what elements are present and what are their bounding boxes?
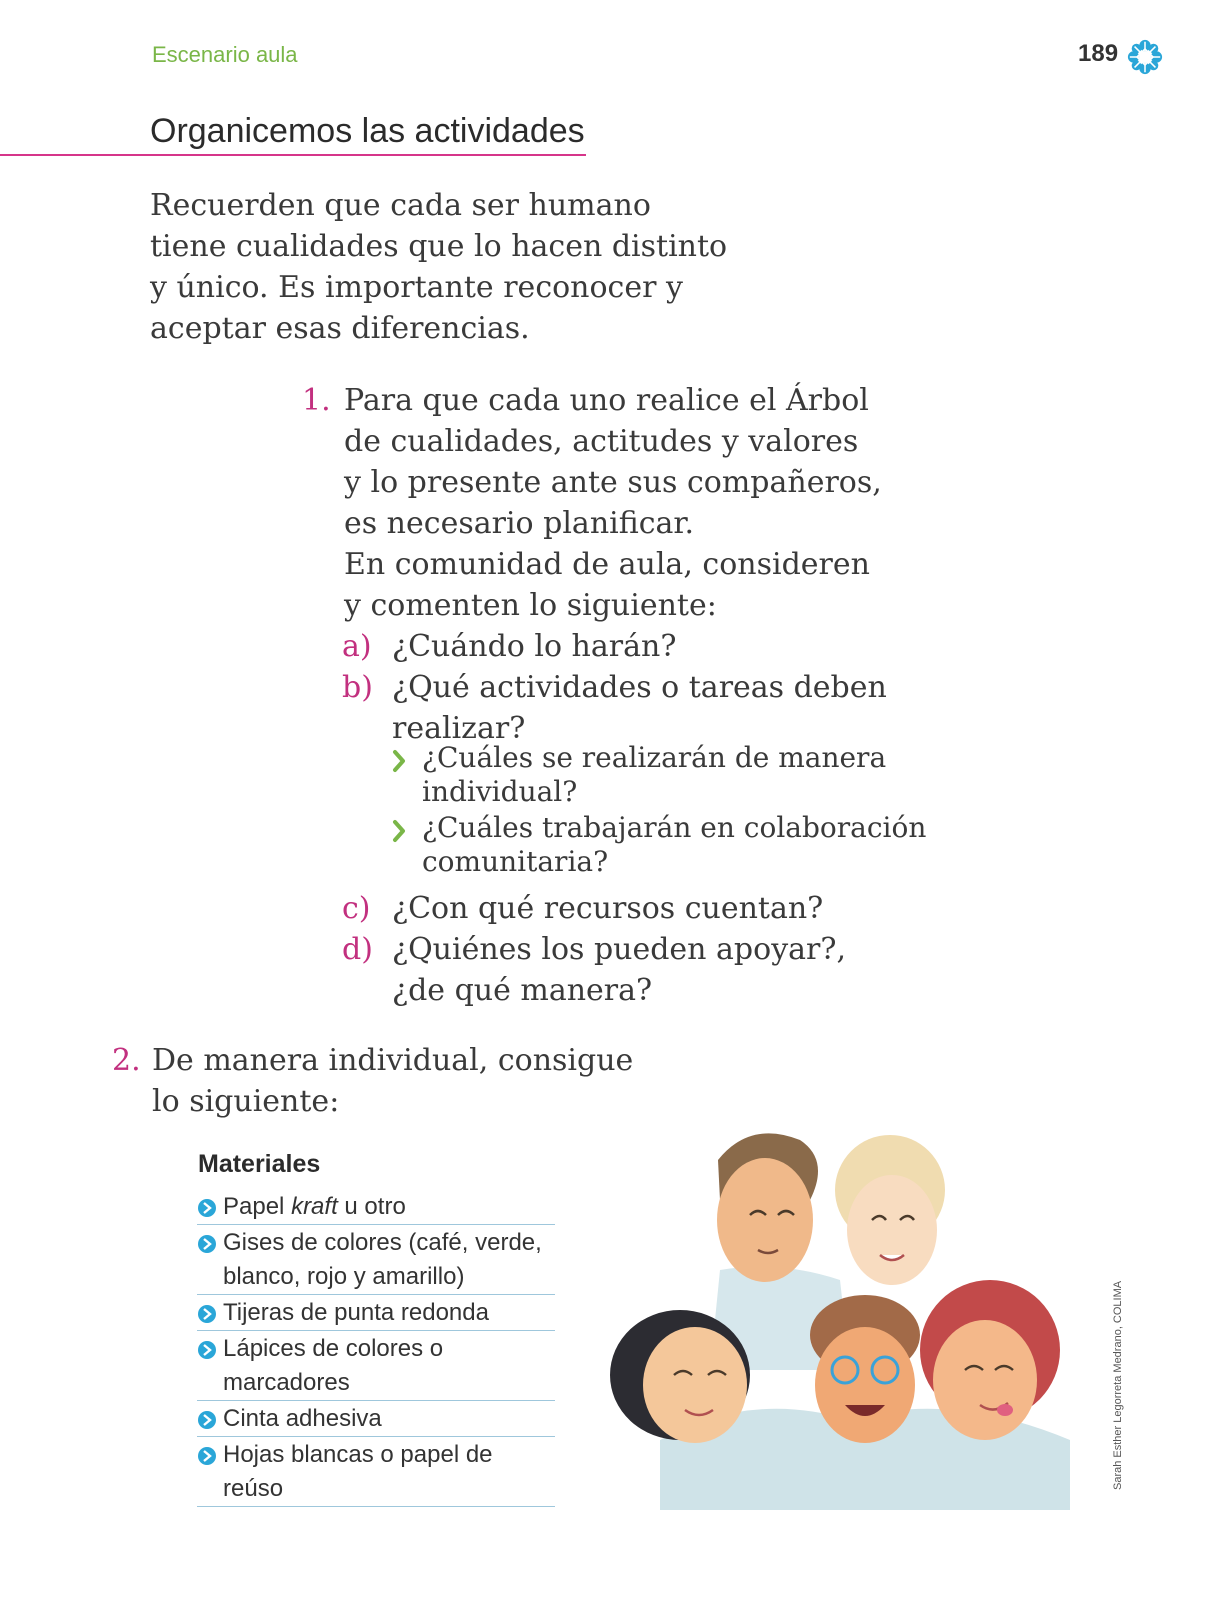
material-text: Lápices de colores o marcadores xyxy=(223,1335,444,1396)
sub-item-b-line: realizar? xyxy=(392,711,526,746)
material-text: u otro xyxy=(337,1193,406,1220)
bullet-line: comunitaria? xyxy=(422,845,609,878)
item-1-line: de cualidades, actitudes y valores xyxy=(344,424,859,459)
intro-line: Recuerden que cada ser humano xyxy=(150,188,651,223)
chevron-bullet-icon xyxy=(392,749,406,773)
arrow-bullet-icon xyxy=(197,1198,217,1218)
materials-list xyxy=(197,1190,555,1508)
sub-item-a-letter: a) xyxy=(342,629,372,664)
chevron-bullet-icon xyxy=(392,819,406,843)
materials-list-item xyxy=(197,1332,555,1401)
item-1-line: En comunidad de aula, consideren xyxy=(344,547,870,582)
materials-list-item xyxy=(197,1190,555,1225)
materials-list-item xyxy=(197,1438,555,1507)
intro-line: y único. Es importante reconocer y xyxy=(150,270,683,305)
material-text: blanco, rojo y amarillo) xyxy=(223,1263,465,1290)
intro-line: tiene cualidades que lo hacen distinto xyxy=(150,229,728,264)
item-1-line: Para que cada uno realice el Árbol xyxy=(344,383,869,418)
item-2-number: 2. xyxy=(112,1043,141,1078)
intro-line: aceptar esas diferencias. xyxy=(150,311,530,346)
arrow-bullet-icon xyxy=(197,1446,217,1466)
illustration-credit: Sarah Esther Legorreta Medrano, COLIMA xyxy=(1112,1280,1124,1490)
material-text: Cinta adhesiva xyxy=(223,1405,382,1432)
materials-list-item xyxy=(197,1296,555,1331)
item-1-line: y comenten lo siguiente: xyxy=(344,588,717,623)
intro-paragraph xyxy=(150,185,770,349)
arrow-bullet-icon xyxy=(197,1234,217,1254)
flower-emblem-icon xyxy=(1126,38,1164,76)
sub-item-d-line: ¿Quiénes los pueden apoyar?, xyxy=(392,932,846,967)
sub-item-c-text: ¿Con qué recursos cuentan? xyxy=(392,891,824,926)
page-number: 189 xyxy=(1078,40,1119,67)
materials-list-item xyxy=(197,1402,555,1437)
bullet-item-individual xyxy=(422,741,942,809)
material-emphasis: kraft xyxy=(291,1193,338,1220)
sub-item-b-text xyxy=(392,667,952,749)
bullet-item-collaboration xyxy=(422,811,942,879)
bullet-line: individual? xyxy=(422,775,578,808)
sub-item-d-text xyxy=(392,929,952,1011)
item-1-line: es necesario planificar. xyxy=(344,506,695,541)
arrow-bullet-icon xyxy=(197,1340,217,1360)
sub-item-b-letter: b) xyxy=(342,670,373,705)
material-text: Hojas blancas o papel de reúso xyxy=(223,1441,493,1502)
materials-heading: Materiales xyxy=(198,1150,321,1178)
arrow-bullet-icon xyxy=(197,1410,217,1430)
bullet-line: ¿Cuáles se realizarán de manera xyxy=(422,741,887,774)
page-title: Organicemos las actividades xyxy=(150,112,585,150)
material-text: Tijeras de punta redonda xyxy=(223,1299,489,1326)
sub-item-d-letter: d) xyxy=(342,932,373,967)
item-1-text xyxy=(344,380,964,626)
sub-item-c-letter: c) xyxy=(342,891,371,926)
sub-item-a-text: ¿Cuándo lo harán? xyxy=(392,629,677,664)
bullet-line: ¿Cuáles trabajarán en colaboración xyxy=(422,811,927,844)
children-group-illustration xyxy=(600,1120,1100,1510)
sub-item-d-line: ¿de qué manera? xyxy=(392,973,653,1008)
item-1-number: 1. xyxy=(302,383,331,418)
material-text: Gises de colores (café, verde, xyxy=(223,1229,542,1256)
materials-list-item xyxy=(197,1226,555,1295)
arrow-bullet-icon xyxy=(197,1304,217,1324)
title-underline xyxy=(0,154,586,156)
section-label: Escenario aula xyxy=(152,42,298,67)
item-2-text xyxy=(152,1040,672,1122)
item-2-line: De manera individual, consigue xyxy=(152,1043,634,1078)
item-1-line: y lo presente ante sus compañeros, xyxy=(344,465,882,500)
sub-item-b-line: ¿Qué actividades o tareas deben xyxy=(392,670,887,705)
item-2-line: lo siguiente: xyxy=(152,1084,340,1119)
material-text: Papel xyxy=(223,1193,292,1220)
